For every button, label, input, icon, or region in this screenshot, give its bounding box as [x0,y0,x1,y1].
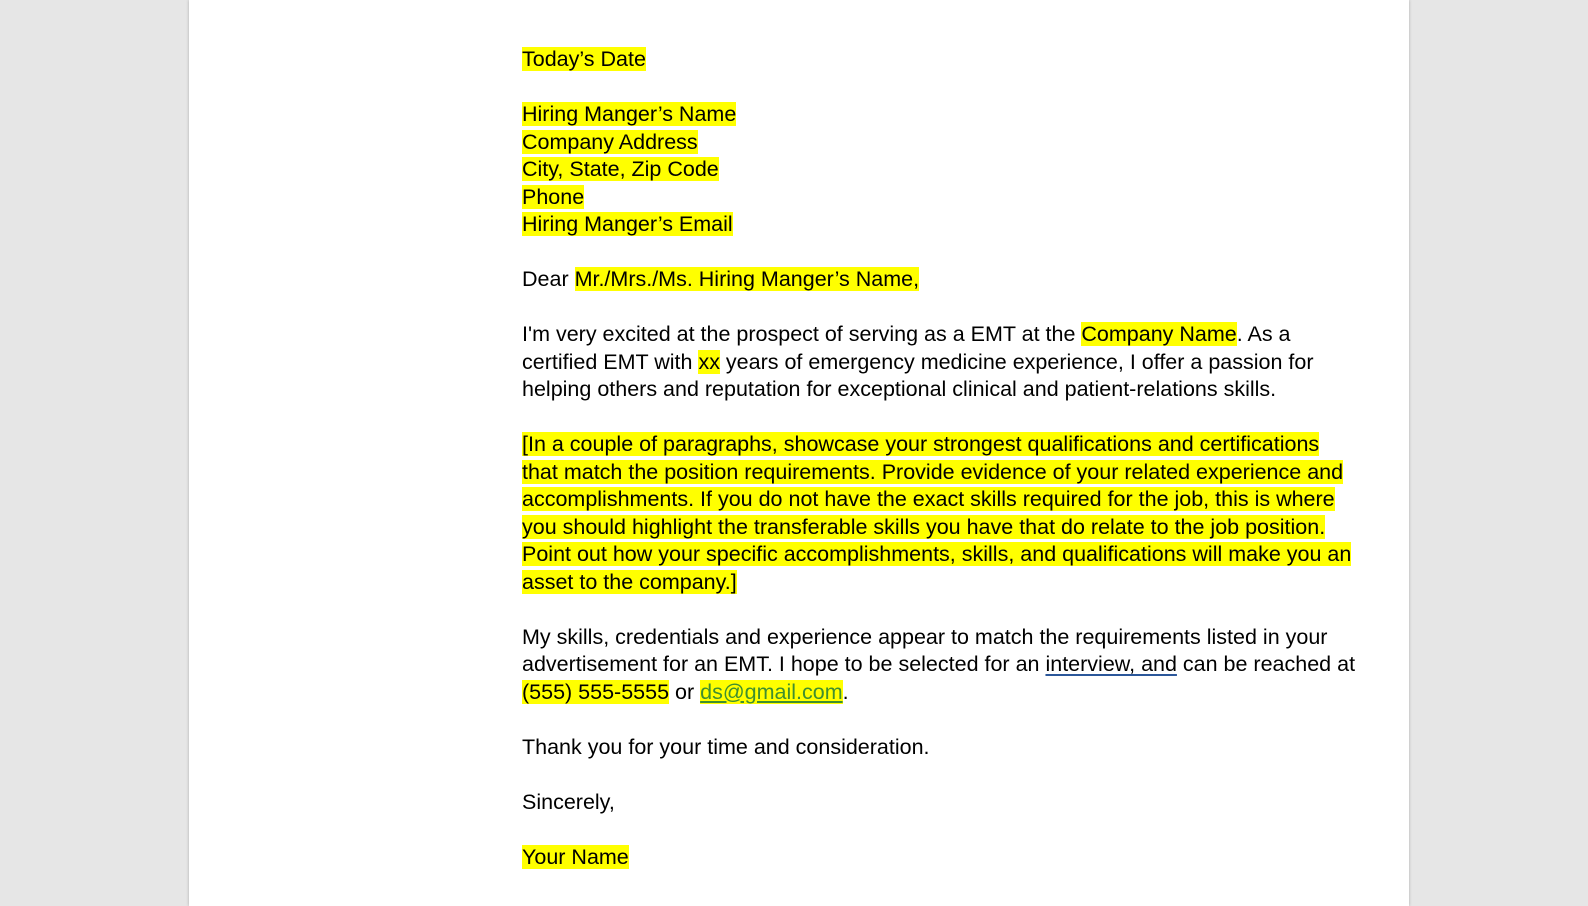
closing-text: or [669,679,701,704]
body-placeholder-line: that match the position requirements. Provide evidence of your related experience and [522,459,1344,484]
interview-underlined-text: interview, and [1045,652,1177,676]
signoff-line [522,789,1512,817]
thanks-text: Thank you for your time and consideration. [522,734,930,759]
closing-text: can be reached at [1176,652,1356,676]
body-placeholder-paragraph [522,431,1512,596]
document-page [189,0,1409,906]
recipient-city: City, State, Zip Code [522,157,719,181]
signoff-text: Sincerely, [522,789,615,814]
body-placeholder-line: [In a couple of paragraphs, showcase your strongest qualifications and certifications [522,432,1320,456]
signature-placeholder: Your Name [522,844,629,869]
closing-paragraph [522,624,1512,707]
intro-text: certified EMT with [522,349,699,374]
company-name-placeholder: Company Name [1081,322,1237,346]
salutation-prefix: Dear [522,267,575,291]
signature-line [522,844,1512,872]
closing-text: . [842,679,849,704]
date-line [522,46,1512,74]
contact-phone-placeholder: (555) 555-5555 [522,679,670,704]
recipient-name: Hiring Manger’s Name [522,102,737,126]
intro-text: I'm very excited at the prospect of serving as a EMT at the [522,322,1082,346]
salutation [522,266,1512,294]
intro-text: years of emergency medicine experience, I offer a passion for [719,349,1314,374]
recipient-block [522,101,1512,239]
date-placeholder: Today’s Date [522,47,646,71]
body-placeholder-line: Point out how your specific accomplishments, skills, and qualifications will make you an [522,542,1352,566]
letter-body[interactable] [522,46,1512,899]
years-placeholder: xx [698,349,720,374]
email-link[interactable]: ds@gmail.com [700,679,843,704]
thanks-line [522,734,1512,762]
salutation-name: Mr./Mrs./Ms. Hiring Manger’s Name, [574,267,920,291]
body-placeholder-line: accomplishments. If you do not have the exact skills required for the job, this is where [522,487,1335,511]
intro-text: helping others and reputation for exceptional clinical and patient-relations skills. [522,377,1277,401]
closing-text: My skills, credentials and experience appear to match the requirements listed in your [522,624,1328,649]
body-placeholder-line: asset to the company.] [522,569,737,594]
body-placeholder-line: you should highlight the transferable skills you have that do relate to the job position. [522,514,1326,539]
recipient-address: Company Address [522,129,698,154]
intro-text: . As a [1236,322,1291,346]
recipient-phone: Phone [522,184,585,209]
recipient-email: Hiring Manger’s Email [522,212,733,236]
intro-paragraph [522,321,1512,404]
closing-text: advertisement for an EMT. I hope to be selected for an [522,652,1046,676]
